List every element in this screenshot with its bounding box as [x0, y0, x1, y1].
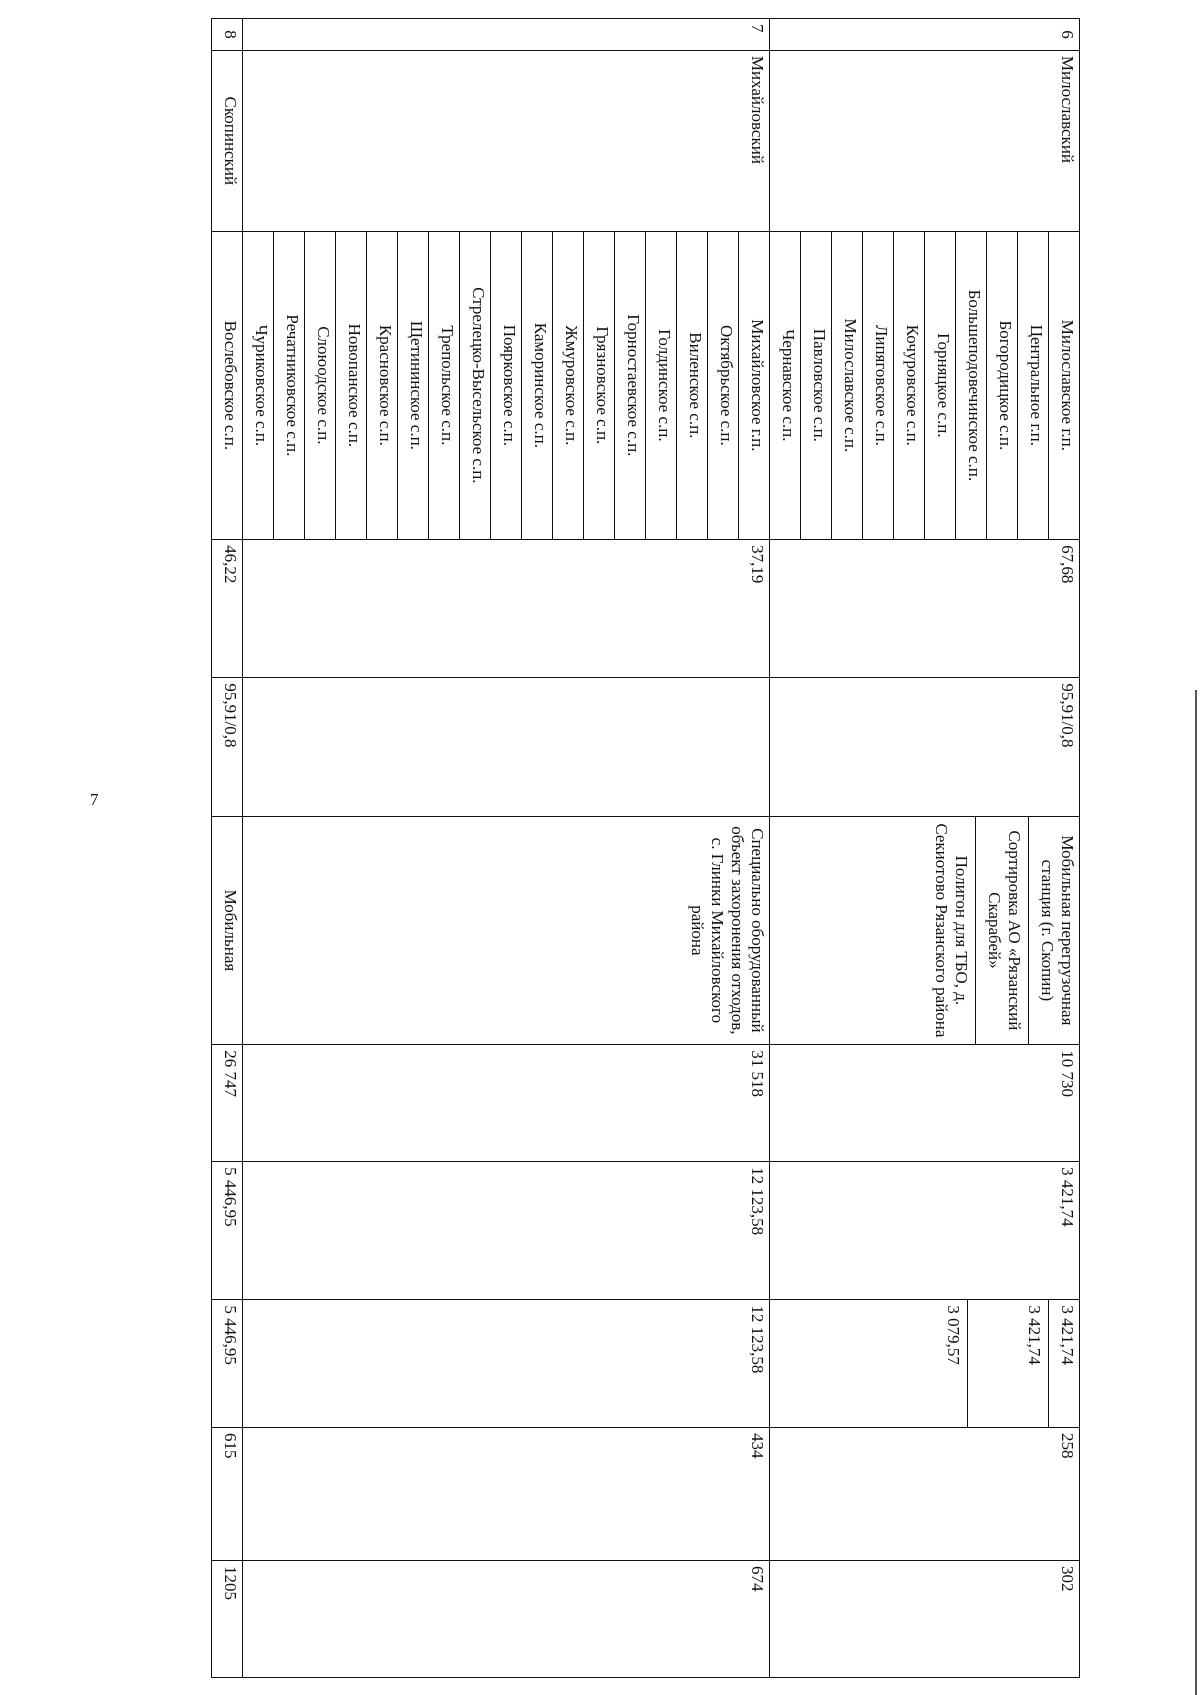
facility-name: Специально оборудованный объект захоронения отходов, с. Глинки Михайловского района	[243, 816, 770, 1045]
settlement: Красновское с.п.	[367, 231, 398, 539]
value-b: 95,91/0,8	[770, 678, 1080, 816]
district-name: Милославский	[770, 50, 1080, 231]
settlement: Милославское с.п.	[832, 231, 863, 539]
settlement: Слоюодское с.п.	[305, 231, 336, 539]
settlement: Центральное г.п.	[1018, 231, 1049, 539]
value-f: 258	[770, 1428, 1080, 1561]
value-g: 1205	[212, 1560, 243, 1677]
settlement: Жмуровское с.п.	[553, 231, 584, 539]
value-a: 67,68	[770, 540, 1080, 678]
value-d: 3 421,74	[770, 1162, 1080, 1300]
settlement: Богородицкое с.п.	[987, 231, 1018, 539]
facility-name: Мобильная перегрузочная станция (г. Скопин)	[1038, 835, 1077, 1026]
settlement: Кочуровское с.п.	[894, 231, 925, 539]
value-e-cell	[770, 1300, 1080, 1428]
value-a: 46,22	[212, 540, 243, 678]
value-b: 95,91/0,8	[212, 678, 243, 816]
page-number: 7	[90, 790, 99, 809]
value-e: 3 421,74	[1058, 1305, 1077, 1365]
settlement: Чуриковское с.п.	[243, 231, 274, 539]
settlement: Павловское с.п.	[801, 231, 832, 539]
settlement: Поярковское с.п.	[491, 231, 522, 539]
waste-flow-table	[211, 18, 1080, 1678]
value-e: 3 421,74	[1024, 1300, 1049, 1427]
value-f: 615	[212, 1428, 243, 1561]
scan-edge-line	[1195, 690, 1197, 1695]
rotated-table-sheet	[125, 18, 1080, 1678]
settlement: Большеподовечинское с.п.	[956, 231, 987, 539]
value-f: 434	[243, 1428, 770, 1561]
settlement: Горностаевское с.п.	[615, 231, 646, 539]
settlement: Трепольское с.п.	[429, 231, 460, 539]
settlement: Виленское с.п.	[677, 231, 708, 539]
district-number: 6	[770, 19, 1080, 51]
settlement: Вослебовское с.п.	[212, 231, 243, 539]
district-number: 7	[243, 19, 770, 51]
value-d: 12 123,58	[243, 1162, 770, 1300]
value-d: 5 446,95	[212, 1162, 243, 1300]
settlement: Михайловское г.п.	[739, 231, 770, 539]
value-c: 31 518	[243, 1045, 770, 1162]
value-e: 5 446,95	[212, 1300, 243, 1428]
district-name: Михайловский	[243, 50, 770, 231]
facility-name: Полигон для ТБО, д. Секиотово Рязанского района	[931, 817, 976, 1045]
value-g: 302	[770, 1560, 1080, 1677]
district-name: Скопинский	[212, 50, 243, 231]
settlement: Липяговское с.п.	[863, 231, 894, 539]
facility-cell	[770, 816, 1080, 1045]
settlement: Октябрьское с.п.	[708, 231, 739, 539]
settlement: Голдинское с.п.	[646, 231, 677, 539]
settlement: Новопанское с.п.	[336, 231, 367, 539]
value-a: 37,19	[243, 540, 770, 678]
settlement: Грязновское с.п.	[584, 231, 615, 539]
value-e: 12 123,58	[243, 1300, 770, 1428]
value-c: 26 747	[212, 1045, 243, 1162]
settlement: Милославское г.п.	[1049, 231, 1080, 539]
settlement: Чернавское с.п.	[770, 231, 801, 539]
value-b	[243, 678, 770, 816]
value-g: 674	[243, 1560, 770, 1677]
facility-name: Сортировка АО «Рязанский Скарабей»	[984, 817, 1029, 1045]
facility-name: Мобильная	[212, 816, 243, 1045]
settlement: Щетининское с.п.	[398, 231, 429, 539]
district-number: 8	[212, 19, 243, 51]
settlement: Каморинское с.п.	[522, 231, 553, 539]
value-c: 10 730	[770, 1045, 1080, 1162]
settlement: Стрелецко-Высельское с.п.	[460, 231, 491, 539]
value-e: 3 079,57	[943, 1300, 968, 1427]
settlement: Речатниковское с.п.	[274, 231, 305, 539]
settlement: Горняцкое с.п.	[925, 231, 956, 539]
